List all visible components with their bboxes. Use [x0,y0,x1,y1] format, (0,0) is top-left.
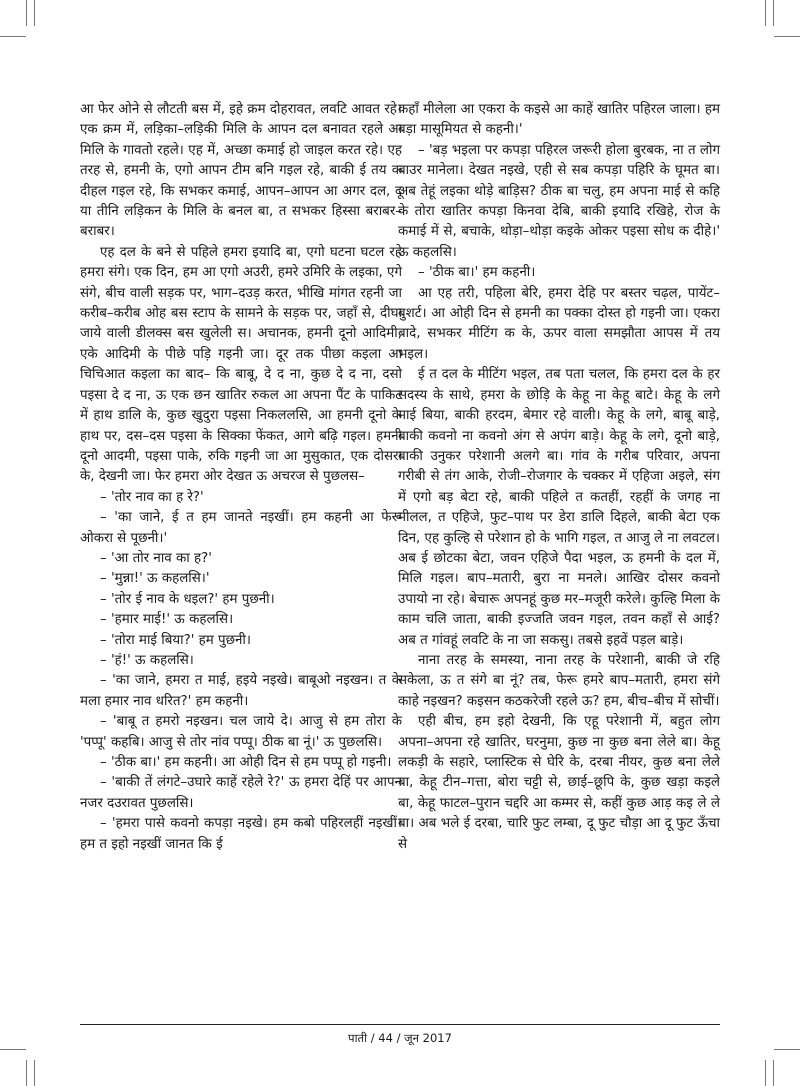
crop-mark [34,1060,35,1086]
crop-mark [774,1049,800,1050]
left-text-column [80,100,402,855]
paragraph: – 'बाकी तें लंगटे–उघारे काहें रहेले रे?' ऊ हमरा देहिं पर आपन नजर दउरावत पुछलसि। [80,775,402,811]
paragraph: एही बीच, हम इहो देखनी, कि एहू परेशानी में, बहुत लोग अपना–अपना रहे खातिर, घरनुमा, कुछ ना कुछ बना लेले बा। केहू लकड़ी के सहारे, प्लास्टिक से घेरि के, दरबा नीयर, कुछ बना लेले बा, केहू टीन–गत्ता, बोरा चट्टी से, छाई–छूपि के, कुछ खड़ा कइले बा, केहू फाटल–पुरान चद्दरि आ कम्मर से, कहीं कुछ आड़ कइ ले ले बा। अब भले ई दरबा, चारि फुट लम्बा, दू फुट चौड़ा आ दू फुट ऊँचा से [398,714,720,852]
page-footer: पाती / 44 / जून 2017 [348,1031,452,1045]
crop-mark [773,0,774,26]
paragraph: आ फेर ओने से लौटती बस में, इहे क्रम दोहरावत, लवटि आवत रहे। एक क्रम में, लड़िका–लड़िकी मिलि के आपन दल बनावत रहले आ मिलि के गावतो रहले। एह में, अच्छा कमाई हो जाइल करत रहे। एह तरह से, हमनी के, एगो आपन टीम बनि गइल रहे, बाकी ई तय क दीहल गइल रहे, कि सभकर कमाई, आपन–आपन आ अगर दल, दू या तीनि लड़िकन के मिलि के बनल बा, त सभकर हिस्सा बराबर–बराबर। [80,102,402,240]
crop-mark [765,1060,766,1086]
paragraph: ई त दल के मीटिंग भइल, तब पता चलल, कि हमरा दल के हर सदस्य के साथे, हमरा के छोड़ि के केहू ना केहू बाटे। केहू के लगे माई बिया, बाकी हरदम, बेमार रहे वाली। केहू के लगे, बाबू बाड़े, बाकी कवनो ना कवनो अंग से अपंग बाड़े। केहू के लगे, दूनो बाड़े, बाकी उनुकर परेशानी अलगे बा। गांव के गरीब परिवार, अपना गरीबी से तंग आके, रोजी–रोजगार के चक्कर में एहिजा अइले, संग में एगो बड़ बेटा रहे, बाकी पहिले त कतहीं, रहहीं के जगह ना मीलल, त एहिजे, फुट–पाथ पर डेरा डालि दिहले, बाकी बेटा एक दिन, एह कुल्हि से परेशान हो के भागि गइल, त आजु ले ना लवटल। अब ई छोटका बेटा, जवन एहिजे पैदा भइल, ऊ हमनी के दल में, मिलि गइल। बाप–मतारी, बुरा ना मनले। आखिर दोसर कवनो उपायो ना रहे। बेचारू अपनहूं कुछ मर–मजूरी करेले। कुल्हि मिला के काम चलि जाता, बाकी इज्जति जवन गइल, तवन कहाँ से आई? अब त गांवहूं लवटि के ना जा सकसु। तबसे इहवें पड़ल बाड़े। [398,367,720,648]
paragraph: – 'का जाने, ई त हम जानते नइखीं। हम कहनी आ फेरू ओकरा से पूछनी।' [80,510,402,546]
right-text-column [398,100,720,855]
paragraph: कहाँ मीलेला आ एकरा के कइसे आ काहें खातिर पहिरल जाला। हम बड़ा मासूमियत से कहनी।' [398,102,720,138]
crop-mark [765,0,766,26]
paragraph: नाना तरह के समस्या, नाना तरह के परेशानी, बाकी जे रहि सकेला, ऊ त संगे बा नूं? तब, फेरू हमरे बाप–मतारी, हमरा संगे काहे नइखन? कइसन कठकरेजी रहले ऊ? हम, बीच–बीच में सोचीं। [398,652,720,709]
paragraph: – 'हमरा पासे कवनो कपड़ा नइखे। हम कबो पहिरलहीं नइखीं। हम त इहो नइखीं जानत कि ई [80,816,402,852]
paragraph: – 'ठीक बा।' हम कहनी। आ ओही दिन से हम पप्पू हो गइनी। [100,755,392,770]
paragraph: – 'ठीक बा।' हम कहनी। [418,265,536,281]
crop-mark [774,36,800,37]
paragraph: आ एह तरी, पहिला बेरि, हमरा देहि पर बस्तर चढ़ल, पायेंट–बुशर्ट। आ ओही दिन से हमनी का पक्का दोस्त हो गइनी जा। एकरा बादे, सभकर मीटिंग क के, ऊपर वाला समझौता आपस में तय भइल। [398,285,720,362]
crop-mark [26,1060,27,1086]
paragraph: – 'मुन्ना!' ऊ कहलसि।' [100,571,210,587]
paragraph: – 'हमार माई!' ऊ कहलसि। [100,612,234,628]
crop-mark [0,1049,26,1050]
paragraph: – 'हं!' ऊ कहलसि। [100,652,194,668]
paragraph: – 'आ तोर नाव का ह?' [100,550,212,566]
crop-mark [34,0,35,26]
paragraph: एह दल के बने से पहिले हमरा इयादि बा, एगो घटना घटल रहे हमरा संगे। एक दिन, हम आ एगो अउरी, हमरे उमिरि के लइका, एगे संगे, बीच वाली सड़क पर, भाग–दउड़ करत, भीखि मांगत रहनी जा करीब–करीब ओह बस स्टाप के सामने के सड़क पर, जहाँ से, दीघा जाये वाली डीलक्स बस खुलेली स। अचानक, हमनी दूनो आदिमी, एके आदिमी के पीछे पड़ि गइनी जा। दूर तक पीछा कइला आ चिचिआत कइला का बाद– कि बाबू, दे द ना, कुछ दे द ना, दसो पइसा दे द ना, ऊ एक छन खातिर रुकल आ अपना पैंट के पाकिट में हाथ डालि के, कुछ खुदुरा पइसा निकललसि, आ हमनी दूनो के हाथ पर, दस–दस पइसा के सिक्का फेंकत, आगे बढ़ि गइल। हमनी दूनो आदमी, पइसा पाके, रुकि गइनी जा आ मुसुकात, एक दोसरा के, देखनी जा। फेर हमरा ओर देखत ऊ अचरज से पुछलस– [80,244,402,485]
paragraph: – 'का जाने, हमरा त माई, हइये नइखे। बाबूओ नइखन। त के मला हमार नाव धरित?' हम कहनी। [80,673,402,709]
paragraph: – 'बड़ भइला पर कपड़ा पहिरल जरूरी होला बुरबक, ना त लोग बाउर मानेला। देखत नइखे, एही से सब कपड़ा पहिरि के घूमत बा। अब तेहूं लइका थोड़े बाड़िस? ठीक बा चलु, हम अपना माई से कहि के तोरा खातिर कपड़ा किनवा देबि, बाकी इयादि रखिहे, रोज के कमाई में से, बचाके, थोड़ा–थोड़ा कइके ओकर पइसा सोध क दीहे।' ऊ कहलसि। [398,142,720,260]
crop-mark [0,36,26,37]
paragraph: – 'बाबू त हमरो नइखन। चल जाये दे। आजु से हम तोरा के 'पप्पू' कहबि। आजु से तोर नांव पप्पू। ठीक बा नूं।' ऊ पुछलसि। [80,714,402,750]
paragraph: – 'तोर नाव का ह रे?' [100,489,204,505]
paragraph: – 'तोर ई नाव के धइल?' हम पुछनी। [100,591,275,607]
crop-mark [773,1060,774,1086]
footer-rule [80,1024,720,1025]
paragraph: – 'तोरा माई बिया?' हम पुछनी। [100,632,251,648]
crop-mark [26,0,27,26]
